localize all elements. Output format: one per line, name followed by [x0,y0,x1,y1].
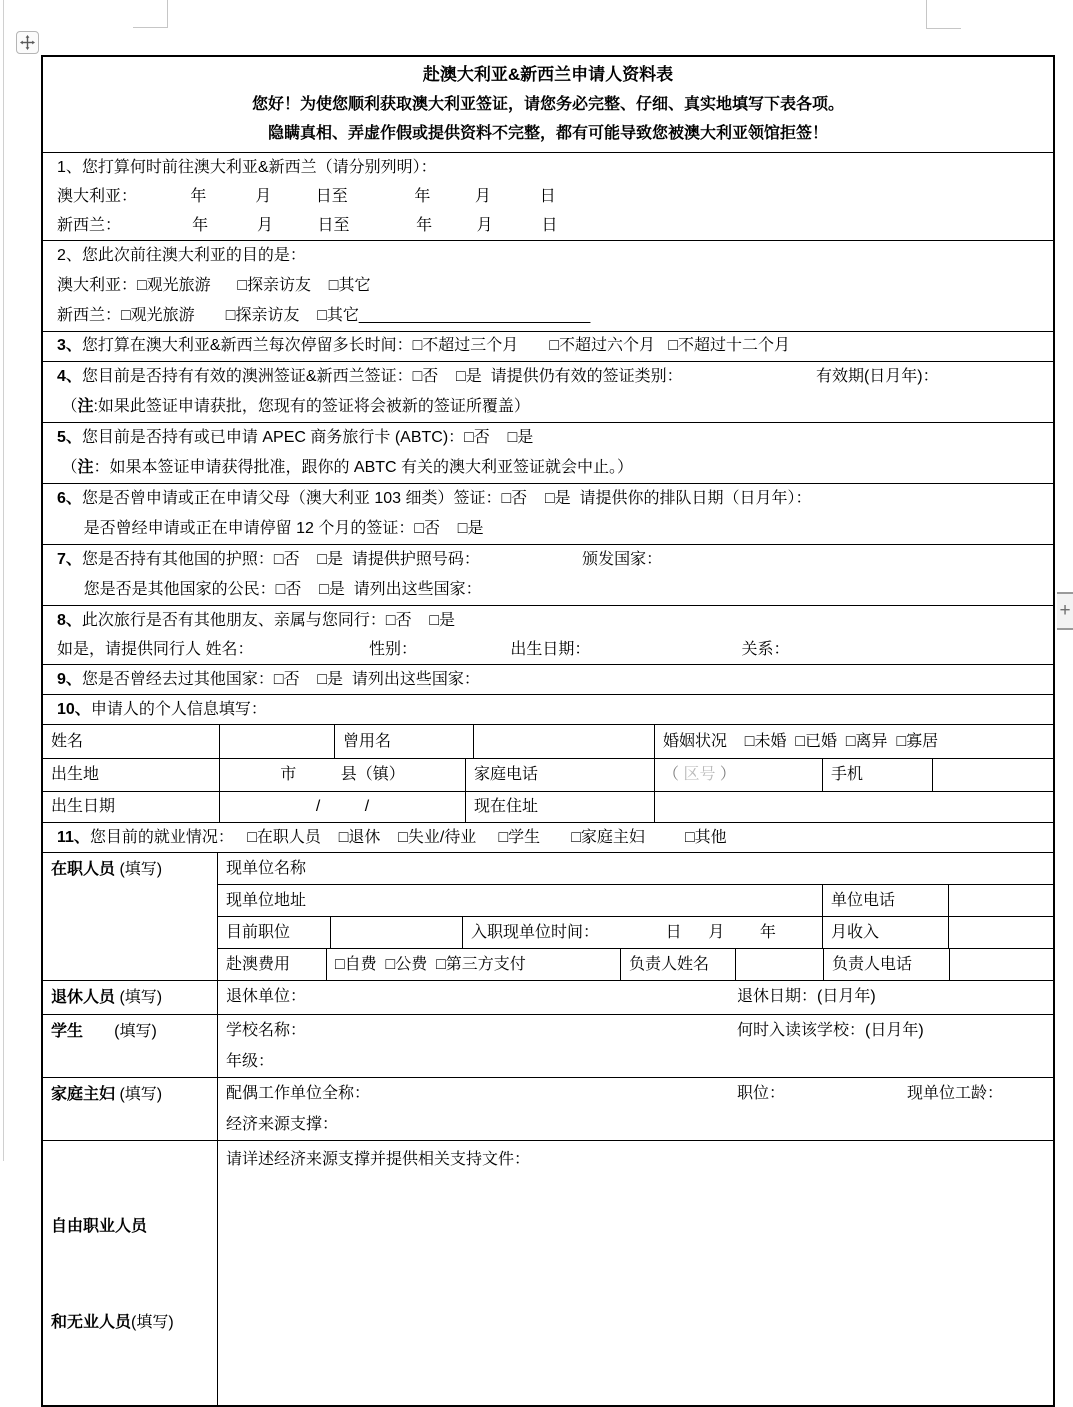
housewife-content [218,1078,1053,1140]
section-8-companions [43,605,1053,664]
section-5-abtc [43,422,1053,483]
section-7-line [43,545,1053,575]
employer-name-row [218,853,1053,884]
section-7-text: 您是否持有其他国的护照：□否 □是 请提供护照号码： 颁发国家： [81,551,663,568]
section-3-text: 您打算在澳大利亚&新西兰每次停留多长时间：□不超过三个月 □不超过六个月 □不超过十二个月 [81,337,791,354]
section-9-number: 9、 [57,671,82,688]
retired-employer-label: 退休单位： [226,988,307,1005]
section-6-number: 6、 [57,490,82,507]
section-7-other-passport [43,544,1053,605]
section-6-parent-visa [43,483,1053,544]
employer-address-row [218,884,1053,916]
move-arrows-icon [20,35,35,50]
current-address-label-cell: 现在住址 [466,792,655,822]
section-2-purpose [43,240,1053,331]
freelance-label-cell: 自由职业人员 和无业人员(填写) [43,1141,218,1405]
page-margin-mark-left [133,0,168,28]
section-4-text: 您目前是否持有有效的澳洲签证&新西兰签证：□否 □是 请提供仍有效的签证类别： 有效期(日月年)： [81,368,939,385]
section-1-australia-dates: 澳大利亚： 年 月 日至 年 月 日 [57,188,556,205]
retired-date-label: 退休日期：(日月年) [737,988,876,1005]
section-9-text: 您是否曾经去过其他国家：□否 □是 请列出这些国家： [81,671,480,688]
form-title: 赴澳大利亚&新西兰申请人资料表 [422,65,674,84]
work-phone-value-cell[interactable] [949,885,1053,916]
section-7-line-2: 您是否是其他国家的公民：□否 □是 请列出这些国家： [57,581,482,598]
section-1-newzealand-dates: 新西兰： 年 月 日至 年 月 日 [57,217,558,234]
student-line-1[interactable] [218,1015,1053,1046]
page-margin-mark-right [926,0,961,29]
table-move-handle-icon[interactable] [16,31,39,54]
grade-label: 年级： [226,1053,275,1070]
section-8-text: 此次旅行是否有其他朋友、亲属与您同行：□否 □是 [81,612,456,629]
section-4-note: （注:如果此签证申请获批，您现有的签证将会被新的签证所覆盖） [57,398,530,415]
section-11-employment-status [43,822,1053,852]
section-8-line-2: 如是，请提供同行人 姓名： 性别： 出生日期： 关系： [57,641,790,658]
spouse-position-label: 职位： [737,1085,786,1102]
monthly-income-value-cell[interactable] [949,917,1053,948]
employed-block [43,852,1053,980]
section-10-text: 申请人的个人信息填写： [90,701,267,718]
section-3-number: 3、 [57,337,82,354]
housewife-line-1[interactable] [218,1078,1053,1109]
section-6-line-2: 是否曾经申请或正在申请停留 12 个月的签证：□否 □是 [57,520,484,537]
section-4-number: 4、 [57,368,82,385]
birthdate-label-cell: 出生日期 [43,792,220,822]
supervisor-name-value-cell[interactable] [736,949,824,980]
name-value-cell[interactable] [220,725,335,758]
section-10-personal-info-header [43,694,1053,724]
birthplace-label-cell: 出生地 [43,759,220,791]
school-enroll-date-label: 何时入读该学校：(日月年) [737,1022,924,1039]
form-intro-line-2: 隐瞒真相、弄虚作假或提供资料不完整，都有可能导致您被澳大利亚领馆拒签！ [267,125,828,142]
section-10-number: 10、 [57,701,91,718]
section-4-existing-visa [43,361,1053,422]
section-10-line [43,695,1053,724]
section-5-number: 5、 [57,429,82,446]
supervisor-name-label-cell: 负责人姓名 [621,949,736,980]
personal-row-birthplace [43,758,1053,791]
retired-content [218,981,1053,1014]
insert-plus-button[interactable]: + [1057,592,1073,630]
freelance-line[interactable] [218,1141,1053,1175]
name-label-cell: 姓名 [43,725,220,758]
school-name-label: 学校名称： [226,1022,307,1039]
section-8-number: 8、 [57,612,82,629]
section-6-text: 您是否曾申请或正在申请父母（澳大利亚 103 细类）签证：□否 □是 请提供你的排队日期（日月年）： [81,490,812,507]
mobile-value-cell[interactable] [933,759,1053,791]
section-11-text: 您目前的就业情况： □在职人员 □退休 □失业/待业 □学生 □家庭主妇 □其他 [89,829,727,846]
employed-content [218,853,1053,980]
visa-application-form-table [41,55,1055,1407]
personal-row-birthdate [43,791,1053,822]
note-label: 注 [77,398,94,415]
section-1-travel-dates [43,152,1053,240]
student-line-2[interactable] [218,1046,1053,1077]
employer-address-cell[interactable]: 现单位地址 [218,885,823,916]
form-title-block [43,57,1053,152]
housewife-line-2[interactable] [218,1109,1053,1140]
section-1-heading: 1、您打算何时前往澳大利亚&新西兰（请分别列明）： [57,159,437,176]
former-name-label-cell: 曾用名 [335,725,474,758]
retired-label-cell: 退休人员 (填写) [43,981,218,1014]
student-block [43,1014,1053,1077]
monthly-income-label-cell: 月收入 [823,917,949,948]
section-7-number: 7、 [57,551,82,568]
section-6-line [43,484,1053,514]
position-value-cell[interactable] [331,917,463,948]
start-date-cell[interactable]: 入职现单位时间： 日 月 年 [463,917,823,948]
section-3-stay-duration [43,331,1053,361]
home-phone-area-code-cell[interactable]: （ 区号 ） [655,759,823,791]
supervisor-phone-value-cell[interactable] [950,949,1053,980]
section-11-number: 11、 [57,829,90,846]
birthplace-value-cell[interactable]: 市 县（镇） [220,759,466,791]
section-2-newzealand-options: 新西兰：□观光旅游 □探亲访友 □其它__________________________ [57,307,591,324]
section-4-line [43,362,1053,392]
section-2-heading: 2、您此次前往澳大利亚的目的是： [57,247,306,264]
student-content [218,1015,1053,1077]
position-label-cell: 目前职位 [218,917,331,948]
section-2-australia-options: 澳大利亚：□观光旅游 □探亲访友 □其它 [57,277,371,294]
section-5-text: 您目前是否持有或已申请 APEC 商务旅行卡 (ABTC)：□否 □是 [81,429,534,446]
housewife-label-cell: 家庭主妇 (填写) [43,1078,218,1140]
supervisor-phone-label-cell: 负责人电话 [824,949,950,980]
section-5-line [43,423,1053,453]
employer-name-cell[interactable]: 现单位名称 [226,860,307,877]
student-label-cell: 学生 (填写) [43,1015,218,1077]
trip-cost-label-cell: 赴澳费用 [218,949,327,980]
marital-status-cell: 婚姻状况 □未婚 □已婚 □离异 □寡居 [663,733,939,750]
home-phone-label-cell: 家庭电话 [466,759,655,791]
retired-line[interactable] [218,981,1053,1012]
former-name-value-cell[interactable] [474,725,655,758]
freelance-support-label: 请详述经济来源支撑并提供相关支持文件： [226,1151,531,1168]
note-label: 注 [77,459,94,476]
mobile-label-cell: 手机 [823,759,933,791]
form-intro-line-1: 您好！为使您顺利获取澳大利亚签证，请您务必完整、仔细、真实地填写下表各项。 [251,96,844,113]
window-left-edge [3,0,4,1161]
section-5-note: （注：如果本签证申请获得批准，跟你的 ABTC 有关的澳大利亚签证就会中止。） [57,459,634,476]
current-address-value-cell[interactable] [655,792,1053,822]
spouse-employer-label: 配偶工作单位全称： [226,1085,371,1102]
section-9-line [43,665,1053,694]
trip-cost-options-cell: □自费 □公费 □第三方支付 [327,949,621,980]
section-8-line [43,606,1053,635]
freelance-content [218,1141,1053,1405]
freelance-block [43,1140,1053,1405]
section-3-line [43,332,1053,360]
work-phone-label-cell: 单位电话 [823,885,949,916]
position-row [218,916,1053,948]
area-code-placeholder: 区号 [683,766,716,783]
retired-block [43,980,1053,1014]
employed-label-cell: 在职人员 (填写) [43,853,218,980]
trip-cost-row [218,948,1053,980]
personal-row-name [43,724,1053,758]
section-11-line [43,823,1053,852]
financial-support-label: 经济来源支撑： [226,1116,339,1133]
birthdate-value-cell[interactable]: / / [220,792,466,822]
section-9-countries-visited [43,664,1053,694]
housewife-block [43,1077,1053,1140]
spouse-tenure-label: 现单位工龄： [907,1085,1004,1102]
